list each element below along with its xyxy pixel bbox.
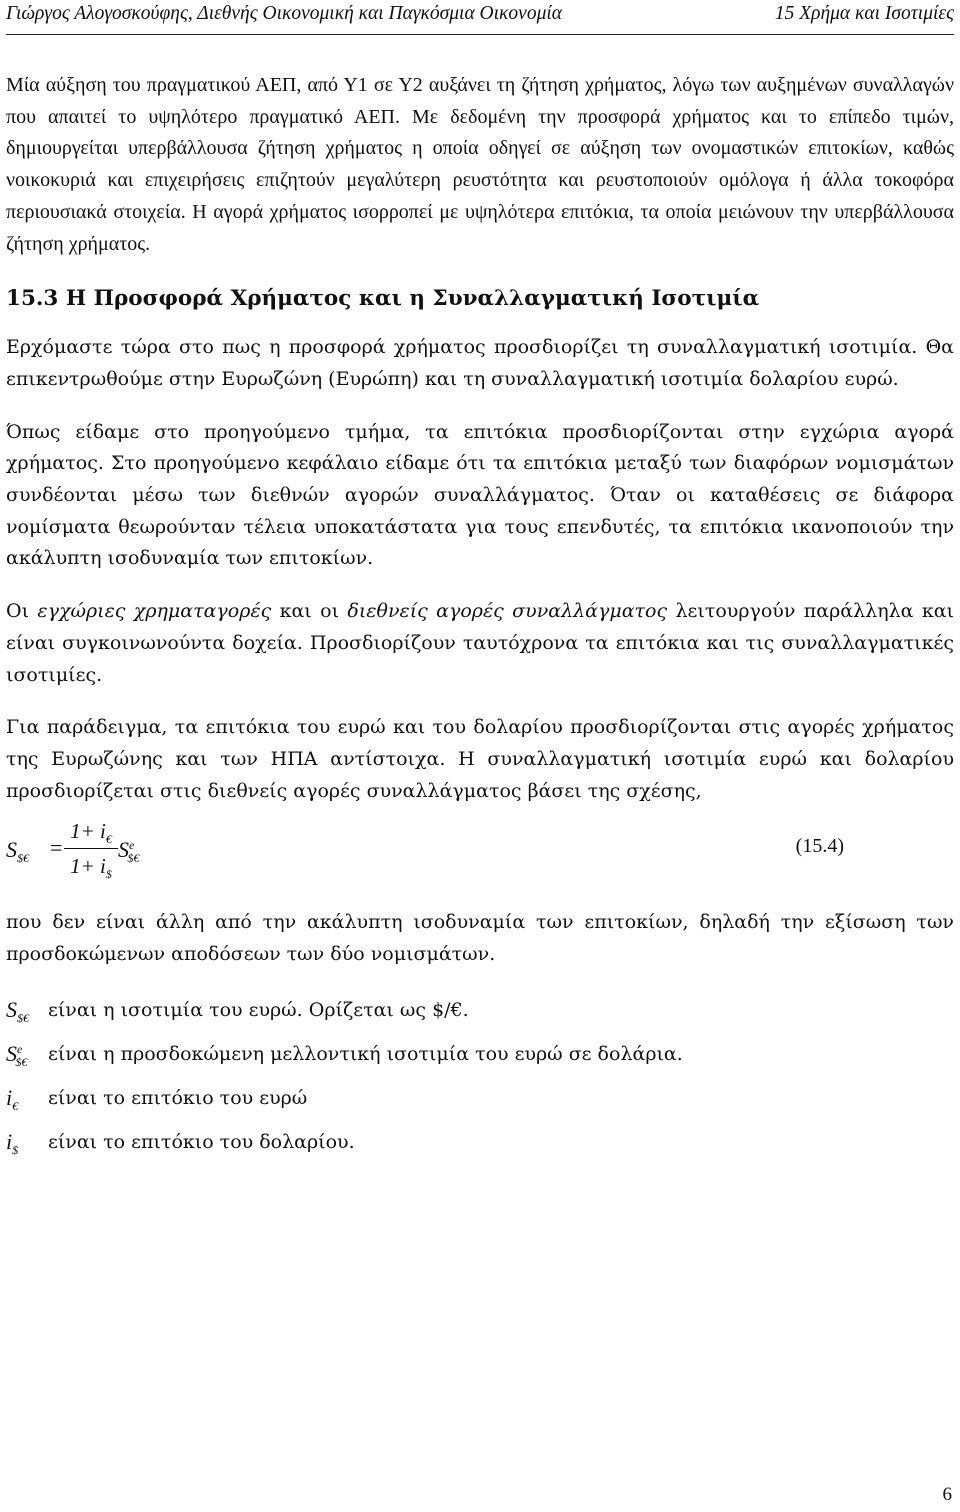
eq-spot-rate (6, 837, 29, 866)
def-text: είναι η προσδοκώμενη μελλοντική ισοτιμία του ευρώ σε δολάρια. (48, 1042, 683, 1065)
eq-subscript: $€ (17, 851, 29, 866)
definition-row (6, 1037, 954, 1081)
def-symbol (6, 1129, 18, 1158)
sym-sub: € (12, 1098, 19, 1113)
text-span: και οι (271, 600, 348, 623)
text-span: λειτουργούν παράλληλα και είναι συγκοινωνούντα δοχεία. Προσδιορίζουν ταυτόχρονα τα επιτόκια και τις συναλλαγματικές ισοτιμίες. (6, 600, 954, 686)
def-symbol (6, 997, 29, 1026)
definition-row (6, 1125, 954, 1169)
italic-fx-markets: διεθνείς αγορές συναλλάγματος (347, 600, 668, 623)
eq-expected-rate (118, 837, 139, 866)
eq-num-text: 1+ i (70, 819, 106, 844)
definition-row (6, 1081, 954, 1125)
eq-subscript: $€ (127, 851, 140, 866)
eq-den-text: 1+ i (70, 854, 106, 879)
page-header (6, 0, 954, 35)
definition-row (6, 993, 954, 1037)
italic-domestic-markets: εγχώριες χρηματαγορές (37, 600, 272, 623)
header-book-title: Γιώργος Αλογοσκούφης, Διεθνής Οικονομική και Παγκόσμια Οικονομία (6, 3, 563, 24)
def-text: είναι το επιτόκιο του δολαρίου. (48, 1130, 355, 1153)
eq-equals: = (50, 835, 63, 861)
eq-fraction-bar (64, 848, 118, 849)
def-text: είναι το επιτόκιο του ευρώ (48, 1086, 308, 1109)
paragraph-gdp-money-demand: Μία αύξηση του πραγματικού ΑΕΠ, από Υ1 σε Υ2 αυξάνει τη ζήτηση χρήματος, λόγω των αυξημένων συναλλαγών που απαιτεί το υψηλότερο πραγματικό ΑΕΠ. Με δεδομένη την προσφορά χρήματος και το επίπεδο τιμών, δημιουργείται υπερβάλλουσα ζήτηση χρήματος η οποία οδηγεί σε αύξηση των ονομαστικών επιτοκίων, καθώς νοικοκυριά και επιχειρήσεις επιζητούν μεγαλύτερη ρευστότητα και ρευστοποιούν ομόλογα ή άλλα τοκοφόρα περιουσιακά στοιχεία. Η αγορά χρήματος ισορροπεί με υψηλότερα επιτόκια, τα οποία μειώνουν την υπερβάλλουσα ζήτηση χρήματος. (6, 74, 954, 255)
paragraph-interest-rates: Όπως είδαμε στο προηγούμενο τμήμα, τα επιτόκια προσδιορίζονται στην εγχώρια αγορά χρήματος. Στο προηγούμενο κεφάλαιο είδαμε ότι τα επιτόκια μεταξύ των διαφόρων νομισμάτων συνδέονται μέσω των διεθνών αγορών συναλλάγματος. Όταν οι καταθέσεις σε διάφορα νομίσματα θεωρούνταν τέλεια υποκατάστατα για τους επενδυτές, τα επιτόκια ικανοποιούν την ακάλυπτη ισοδυναμία των επιτοκίων. (6, 420, 954, 570)
definitions-list (6, 993, 954, 1169)
sym: i (6, 1084, 13, 1110)
paragraph-example: Για παράδειγμα, τα επιτόκια του ευρώ και του δολαρίου προσδιορίζονται στις αγορές χρήματος της Ευρωζώνης και των ΗΠΑ αντίστοιχα. Η συναλλαγματική ισοτιμία ευρώ και δολαρίου προσδιορίζεται στις διεθνείς αγορές συναλλάγματος βάσει της σχέσης, (6, 716, 954, 802)
eq-den-sub: $ (105, 867, 112, 882)
sym-sub: $€ (17, 1010, 29, 1025)
header-chapter-title: 15 Χρήμα και Ισοτιμίες (774, 3, 954, 24)
def-text: είναι η ισοτιμία του ευρώ. Ορίζεται ως $/€. (48, 998, 469, 1021)
sym-sup: e (17, 1041, 23, 1056)
text-span: Οι (6, 600, 38, 623)
eq-numerator (64, 815, 118, 847)
eq-symbol: S (6, 837, 17, 863)
eq-superscript: e (129, 838, 135, 853)
sym: S (6, 1040, 17, 1066)
eq-num-sub: € (105, 832, 112, 847)
paragraph-markets (6, 596, 954, 691)
equation-15-4 (6, 815, 954, 889)
def-symbol (6, 1085, 18, 1114)
sym: i (6, 1128, 13, 1154)
section-heading: 15.3 Η Προσφορά Χρήματος και η Συναλλαγματική Ισοτιμία (6, 286, 760, 312)
paragraph-uip: που δεν είναι άλλη από την ακάλυπτη ισοδυναμία των επιτοκίων, δηλαδή την εξίσωση των προσδοκώμενων αποδόσεων των δύο νομισμάτων. (6, 911, 954, 966)
def-symbol (6, 1041, 27, 1070)
equation-number: (15.4) (795, 835, 844, 858)
sym: S (6, 996, 17, 1022)
page-body (6, 70, 954, 1169)
eq-fraction (64, 815, 118, 882)
eq-denominator (64, 850, 118, 882)
sym-sub: $€ (15, 1054, 28, 1069)
page-number: 6 (942, 1484, 952, 1505)
sym-sub: $ (12, 1142, 19, 1157)
paragraph-intro-exchange-rate: Ερχόμαστε τώρα στο πως η προσφορά χρήματος προσδιορίζει τη συναλλαγματική ισοτιμία. Θα επικεντρωθούμε στην Ευρωζώνη (Ευρώπη) και τη συναλλαγματική ισοτιμία δολαρίου ευρώ. (6, 336, 954, 390)
eq-symbol: S (118, 837, 129, 863)
